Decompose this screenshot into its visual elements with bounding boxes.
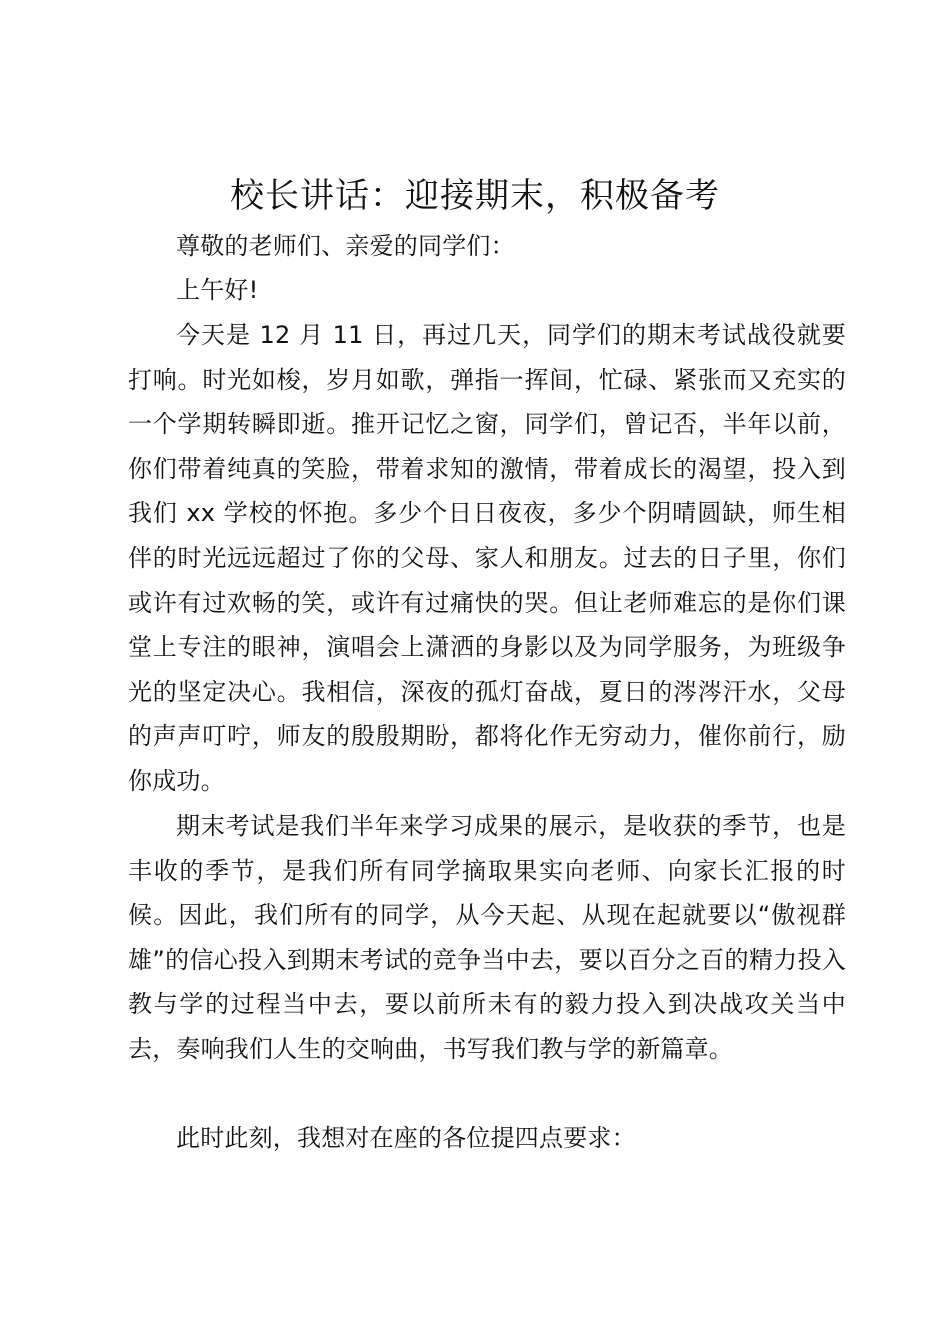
salutation-line: 上午好! (176, 276, 259, 304)
paragraph-2: 期末考试是我们半年来学习成果的展示，是收获的季节，也是丰收的季节，是我们所有同学摘取果实向老师、向家长汇报的时候。因此，我们所有的同学，从今天起、从现在起就要以“傲视群雄”的信心投入到期末考试的竞争当中去，要以百分之百的精力投入教与学的过程当中去，要以前所未有的毅力投入到决战攻关当中去，奏响我们人生的交响曲，书写我们教与学的新篇章。 (128, 812, 846, 1063)
paragraph-3: 此时此刻，我想对在座的各位提四点要求： (176, 1124, 636, 1152)
greeting-line: 尊敬的老师们、亲爱的同学们： (176, 232, 515, 260)
document-title: 校长讲话：迎接期末，积极备考 (230, 176, 720, 216)
paragraph-1: 今天是 12 月 11 日，再过几天，同学们的期末考试战役就要打响。时光如梭，岁月如歌，弹指一挥间，忙碌、紧张而又充实的一个学期转瞬即逝。推开记忆之窗，同学们，曾记否，半年以前，你们带着纯真的笑脸，带着求知的激情，带着成长的渴望，投入到我们 xx 学校的怀抱。多少个日日夜夜，多少个阴晴圆缺，师生相伴的时光远远超过了你的父母、家人和朋友。过去的日子里，你们或许有过欢畅的笑，或许有过痛快的哭。但让老师难忘的是你们课堂上专注的眼神，演唱会上潇洒的身影以及为同学服务，为班级争光的坚定决心。我相信，深夜的孤灯奋战，夏日的涔涔汗水，父母的声声叮咛，师友的殷殷期盼，都将化作无穷动力，催你前行，励你成功。 (128, 321, 846, 795)
